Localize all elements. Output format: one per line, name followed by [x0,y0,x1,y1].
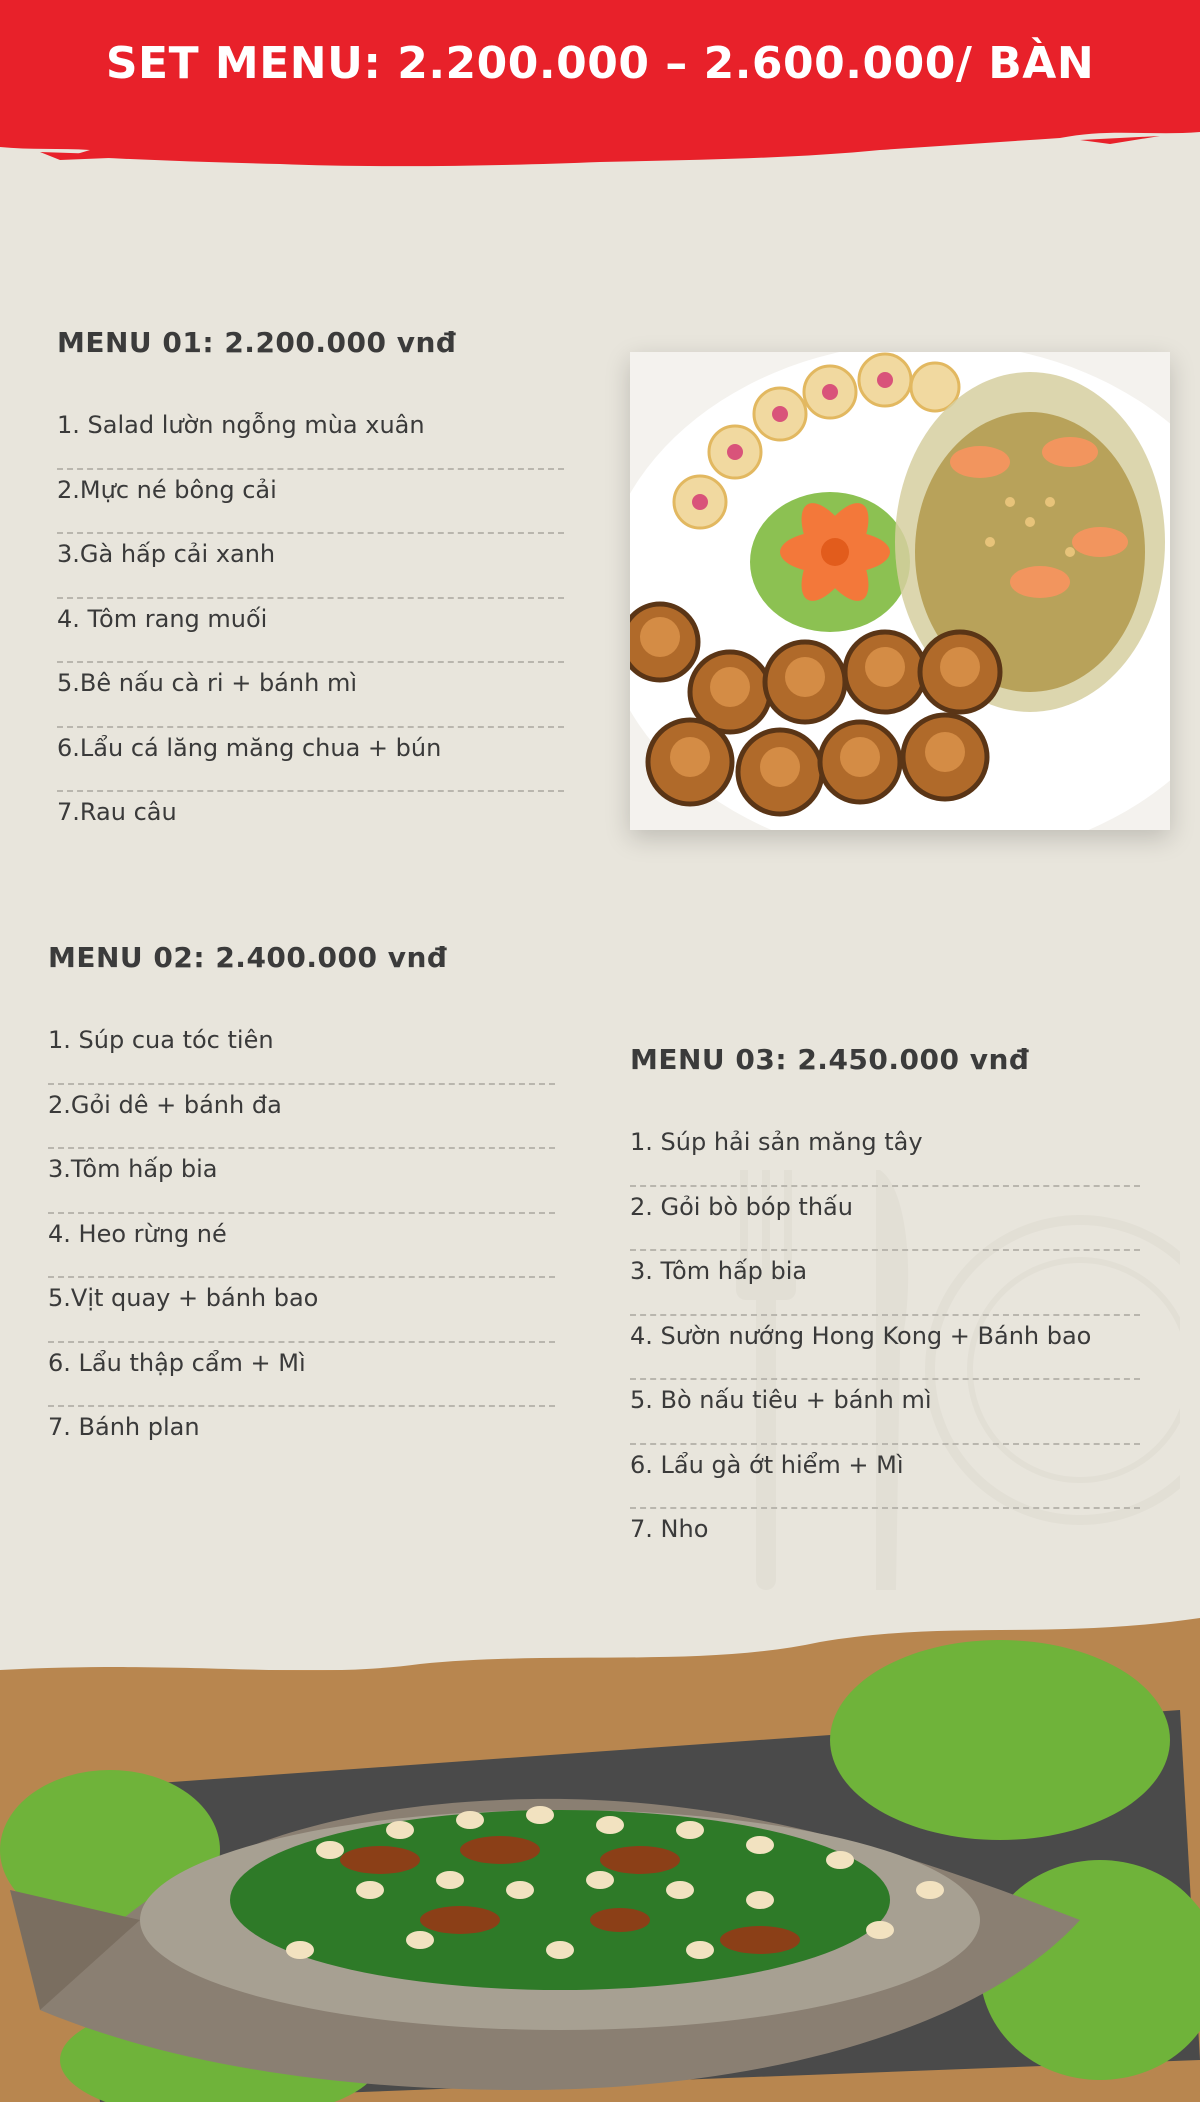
menu-items [630,1122,1140,1574]
menu-item: 3.Gà hấp cải xanh [57,534,564,599]
menu-title: MENU 01: 2.200.000 vnđ [57,326,457,359]
menu-01 [57,326,564,857]
menu-02 [48,941,555,1472]
menu-item: 1. Salad lườn ngỗng mùa xuân [57,405,564,470]
menu-title: MENU 02: 2.400.000 vnđ [48,941,448,974]
menu-items [48,1020,555,1472]
menu-item: 5. Bò nấu tiêu + bánh mì [630,1380,1140,1445]
menu-item: 7.Rau câu [57,798,177,826]
menu-item: 5.Vịt quay + bánh bao [48,1278,555,1343]
menu-item: 6. Lẩu gà ớt hiểm + Mì [630,1445,1140,1510]
menu-item: 1. Súp hải sản măng tây [630,1122,1140,1187]
menu-item: 5.Bê nấu cà ri + bánh mì [57,663,564,728]
page-title: SET MENU: 2.200.000 – 2.600.000/ BÀN [105,38,1095,89]
menu-item: 2. Gỏi bò bóp thấu [630,1187,1140,1252]
menu-item: 3.Tôm hấp bia [48,1149,555,1214]
menu-item: 6. Lẩu thập cẩm + Mì [48,1343,555,1408]
menu-item: 3. Tôm hấp bia [630,1251,1140,1316]
menu-item: 4. Tôm rang muối [57,599,564,664]
menu-item: 2.Mực né bông cải [57,470,564,535]
menu-item: 4. Sườn nướng Hong Kong + Bánh bao [630,1316,1140,1381]
header-banner [0,0,1200,175]
menu-items [57,405,564,857]
menu-title: MENU 03: 2.450.000 vnđ [630,1043,1030,1076]
menu-item: 7. Nho [630,1515,709,1543]
menu-item: 6.Lẩu cá lăng măng chua + bún [57,728,564,793]
menu-item: 2.Gỏi dê + bánh đa [48,1085,555,1150]
food-plate-photo [630,352,1170,830]
menu-item: 1. Súp cua tóc tiên [48,1020,555,1085]
fried-fish-photo [0,1590,1200,2102]
menu-item: 7. Bánh plan [48,1413,200,1441]
menu-03 [630,1043,1140,1574]
menu-item: 4. Heo rừng né [48,1214,555,1279]
